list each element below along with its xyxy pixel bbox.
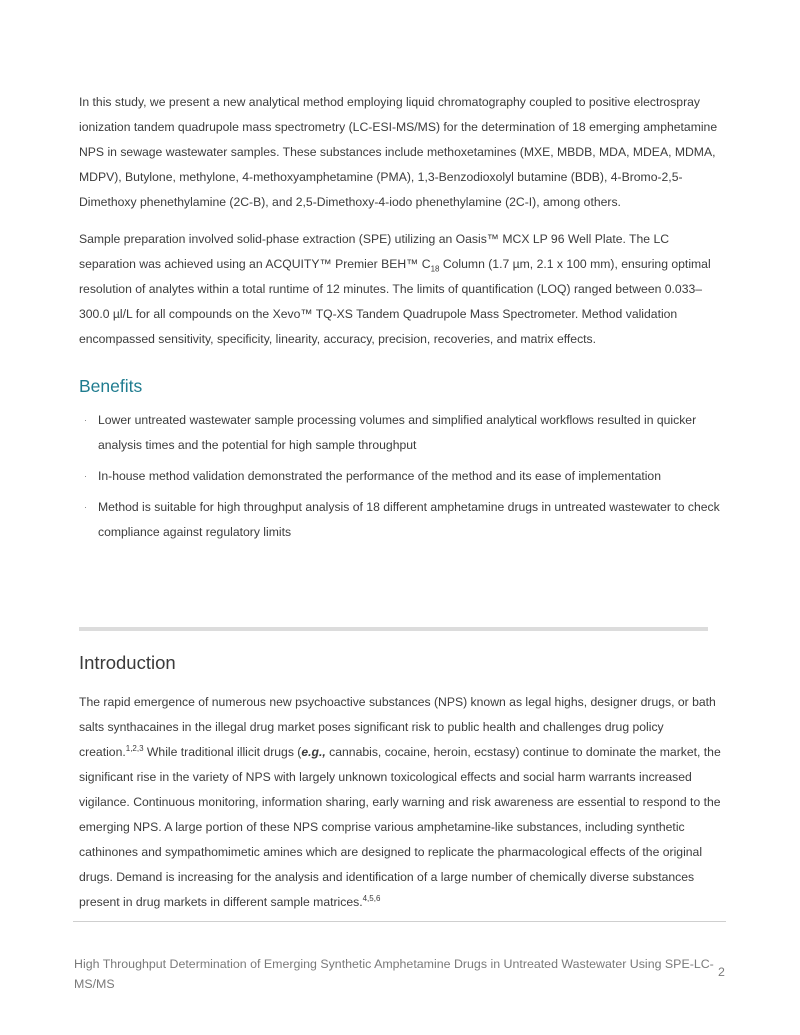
introduction-paragraph [79, 690, 724, 915]
bullet-icon: · [84, 415, 87, 425]
summary-paragraph-1: In this study, we present a new analytical method employing liquid chromatography coupled to positive electrospray ionization tandem quadrupole mass spectrometry (LC-ESI-MS/MS) for the determination of 18 emerging amphetamine NPS in sewage wastewater samples. These substances include methoxetamines (MXE, MBDB, MDA, MDEA, MDMA, MDPV), Butylone, methylone, 4-methoxyamphetamine (PMA), 1,3-Benzodioxolyl butamine (BDB), 4-Bromo-2,5-Dimethoxy phenethylamine (2C-B), and 2,5-Dimethoxy-4-iodo phenethylamine (2C-I), among others. [79, 95, 718, 209]
introduction-heading: Introduction [79, 652, 176, 673]
summary-section [79, 90, 724, 545]
benefit-item [79, 408, 724, 458]
benefit-item-text: Method is suitable for high throughput analysis of 18 different amphetamine drugs in untreated wastewater to check compliance against regulatory limits [98, 500, 720, 539]
summary-paragraph-2 [79, 227, 724, 352]
introduction-section [79, 650, 724, 915]
introduction-part-3: cannabis, cocaine, heroin, ecstasy) continue to dominate the market, the significant rise in the variety of NPS with largely unknown toxicological effects and social harm warrants increased vigilance. Continuous monitoring, information sharing, early warning and risk awareness are essential to respond to the emerging NPS. A large portion of these NPS comprise various amphetamine-like substances, including synthetic cathinones and sympathomimetic amines which are designed to replicate the pharmacological effects of the original drugs. Demand is increasing for the analysis and identification of a large number of chemically diverse substances present in drug markets in different sample matrices. [79, 745, 721, 909]
eg-emphasis: e.g., [301, 745, 326, 759]
introduction-part-2: While traditional illicit drugs ( [143, 745, 302, 759]
benefit-item-text: In-house method validation demonstrated the performance of the method and its ease of implementation [98, 469, 661, 483]
benefits-list [79, 408, 724, 545]
column-subscript: 18 [430, 264, 440, 274]
benefit-item-text: Lower untreated wastewater sample processing volumes and simplified analytical workflows resulted in quicker analysis times and the potential for high sample throughput [98, 413, 697, 452]
benefit-item [79, 495, 724, 545]
bullet-icon: · [84, 471, 87, 481]
summary-paragraph-2-part-1: Sample preparation involved solid-phase extraction (SPE) utilizing an Oasis™ MCX LP 96 Well Plate. The LC separation was achieved using an ACQUITY™ Premier BEH™ C [79, 232, 670, 271]
benefit-item [79, 464, 724, 489]
citation-superscript: 4,5,6 [362, 893, 381, 903]
section-divider [79, 627, 708, 631]
citation-superscript: 1,2,3 [125, 743, 144, 753]
page-number: 2 [718, 965, 725, 979]
benefits-heading: Benefits [79, 376, 143, 396]
summary-paragraph-2-part-2: Column (1.7 µm, 2.1 x 100 mm), ensuring optimal resolution of analytes within a total runtime of 12 minutes. The limits of quantification (LOQ) ranged between 0.033–300.0 µl/L for all compounds on the Xevo™ TQ-XS Tandem Quadrupole Mass Spectrometer. Method validation encompassed sensitivity, specificity, linearity, accuracy, precision, recoveries, and matrix effects. [79, 257, 711, 346]
footer-rule [73, 921, 726, 922]
introduction-part-1: The rapid emergence of numerous new psychoactive substances (NPS) known as legal highs, designer drugs, or bath salts synthacaines in the illegal drug market poses significant risk to public health and challenges drug policy creation. [79, 695, 716, 759]
bullet-icon: · [84, 502, 87, 512]
footer-document-title: High Throughput Determination of Emerging Synthetic Amphetamine Drugs in Untreated Wastewater Using SPE-LC-MS/MS [74, 957, 714, 991]
